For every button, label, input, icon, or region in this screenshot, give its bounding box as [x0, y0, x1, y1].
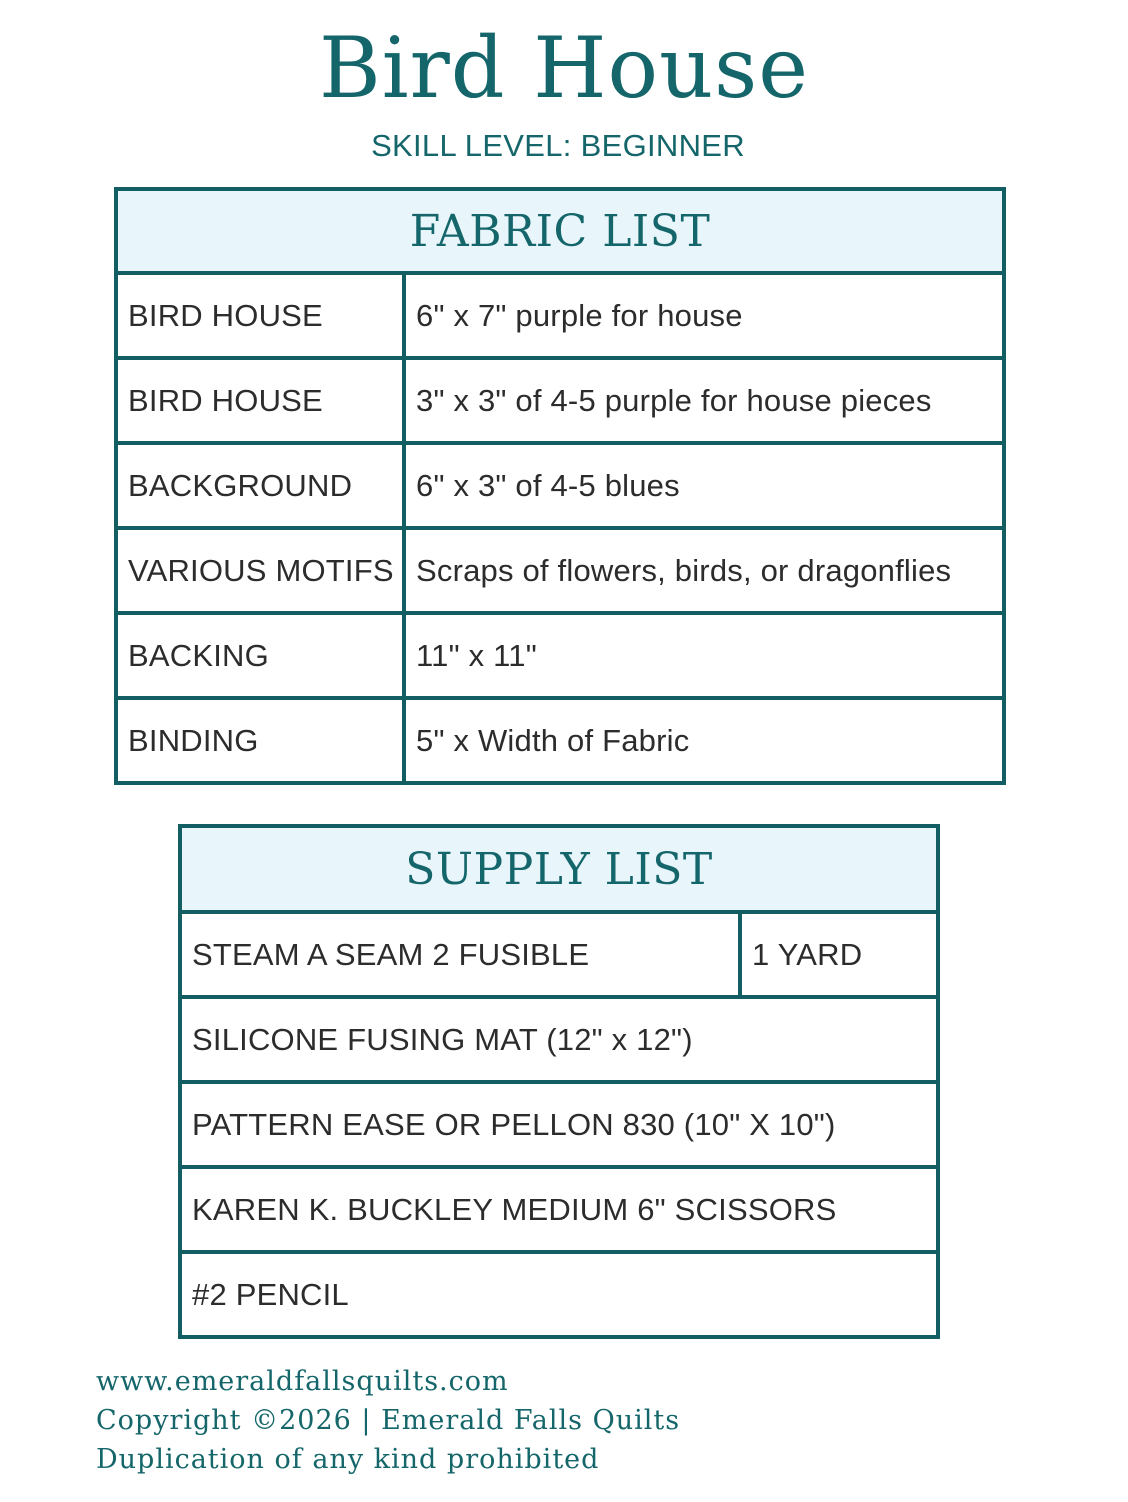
- footer-copyright: Copyright ©2026 | Emerald Falls Quilts: [96, 1405, 681, 1436]
- fabric-list-table: [114, 187, 1006, 785]
- fabric-value: 6" x 7" purple for house: [404, 273, 1004, 358]
- table-row: [180, 1082, 938, 1167]
- fabric-value: 6" x 3" of 4-5 blues: [404, 443, 1004, 528]
- fabric-label: BACKING: [116, 613, 404, 698]
- page-title: Bird House: [319, 19, 809, 117]
- fabric-label: BIRD HOUSE: [116, 273, 404, 358]
- supply-item: PATTERN EASE OR PELLON 830 (10" X 10"): [180, 1082, 938, 1167]
- fabric-label: BACKGROUND: [116, 443, 404, 528]
- fabric-label: BINDING: [116, 698, 404, 783]
- supply-item: SILICONE FUSING MAT (12" x 12"): [180, 997, 938, 1082]
- table-row: [116, 528, 1004, 613]
- fabric-list-heading: FABRIC LIST: [116, 189, 1004, 273]
- supply-quantity: 1 YARD: [740, 912, 938, 997]
- fabric-value: 5" x Width of Fabric: [404, 698, 1004, 783]
- supply-list-header-row: [180, 826, 938, 912]
- fabric-value: 3" x 3" of 4-5 purple for house pieces: [404, 358, 1004, 443]
- table-row: [180, 997, 938, 1082]
- table-row: [180, 1252, 938, 1337]
- table-row: [116, 613, 1004, 698]
- supply-item: KAREN K. BUCKLEY MEDIUM 6" SCISSORS: [180, 1167, 938, 1252]
- supply-item: STEAM A SEAM 2 FUSIBLE: [180, 912, 740, 997]
- supply-list-table: [178, 824, 940, 1339]
- footer-notice: Duplication of any kind prohibited: [96, 1444, 600, 1475]
- fabric-list-header-row: [116, 189, 1004, 273]
- fabric-label: BIRD HOUSE: [116, 358, 404, 443]
- supply-item: #2 PENCIL: [180, 1252, 938, 1337]
- supply-list-heading: SUPPLY LIST: [180, 826, 938, 912]
- table-row: [180, 912, 938, 997]
- table-row: [116, 698, 1004, 783]
- table-row: [116, 273, 1004, 358]
- footer-website: www.emeraldfallsquilts.com: [96, 1366, 509, 1397]
- table-row: [180, 1167, 938, 1252]
- fabric-value: 11" x 11": [404, 613, 1004, 698]
- fabric-label: VARIOUS MOTIFS: [116, 528, 404, 613]
- skill-level: SKILL LEVEL: BEGINNER: [371, 128, 745, 163]
- fabric-value: Scraps of flowers, birds, or dragonflies: [404, 528, 1004, 613]
- table-row: [116, 443, 1004, 528]
- table-row: [116, 358, 1004, 443]
